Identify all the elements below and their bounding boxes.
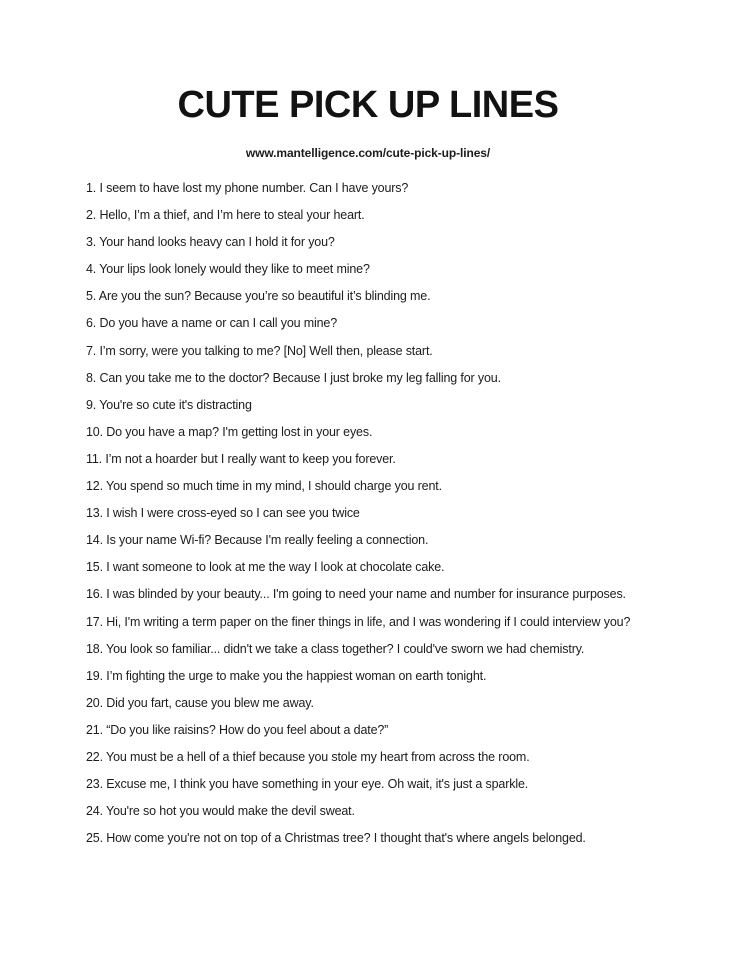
line-text: You're so hot you would make the devil sweat.: [106, 804, 355, 819]
line-text: Do you have a name or can I call you mine?: [99, 316, 338, 331]
list-item: [86, 398, 720, 412]
list-item: [86, 452, 720, 466]
line-text: Hello, I’m a thief, and I’m here to steal your heart.: [99, 208, 365, 223]
list-item: [86, 533, 720, 547]
line-text: Did you fart, cause you blew me away.: [106, 695, 314, 710]
line-text: Do you have a map? I'm getting lost in your eyes.: [106, 424, 373, 439]
line-number: 18.: [86, 641, 107, 656]
line-number: 22.: [86, 749, 107, 764]
line-text: Your hand looks heavy can I hold it for you?: [99, 235, 335, 250]
list-item: [86, 750, 720, 764]
list-item: [86, 696, 720, 710]
line-text: Can you take me to the doctor? Because I just broke my leg falling for you.: [99, 370, 501, 385]
line-number: 21.: [86, 722, 107, 737]
list-item: [86, 181, 720, 195]
line-number: 9.: [86, 397, 100, 412]
list-item: [86, 344, 720, 358]
list-item: [86, 560, 720, 574]
list-item: [86, 669, 720, 683]
list-item: [86, 262, 720, 276]
line-text: I’m sorry, were you talking to me? [No] Well then, please start.: [99, 343, 433, 358]
list-item: [86, 723, 720, 737]
line-number: 17.: [86, 614, 107, 629]
line-text: I seem to have lost my phone number. Can I have yours?: [99, 181, 409, 195]
list-item: [86, 479, 720, 493]
line-text: Your lips look lonely would they like to meet mine?: [99, 262, 370, 277]
line-text: You look so familiar... didn't we take a class together? I could've sworn we had chemistry.: [106, 641, 585, 656]
list-item: [86, 316, 720, 330]
line-text: I wish I were cross-eyed so I can see you twice: [106, 506, 360, 521]
line-text: You're so cute it's distracting: [99, 397, 252, 412]
page-title: CUTE PICK UP LINES: [177, 84, 559, 126]
line-text: I’m not a hoarder but I really want to keep you forever.: [105, 451, 396, 466]
line-number: 16.: [86, 587, 107, 602]
list-item: [86, 208, 720, 222]
line-number: 3.: [86, 235, 100, 250]
line-text: You spend so much time in my mind, I should charge you rent.: [106, 479, 442, 494]
line-number: 14.: [86, 533, 107, 548]
line-text: How come you're not on top of a Christmas tree? I thought that's where angels belonged.: [106, 831, 586, 846]
list-item: [86, 804, 720, 818]
list-item: [86, 425, 720, 439]
line-number: 8.: [86, 370, 100, 385]
source-url: www.mantelligence.com/cute-pick-up-lines/: [245, 146, 491, 160]
list-item: [86, 642, 720, 656]
line-number: 13.: [86, 506, 107, 521]
line-number: 23.: [86, 777, 107, 792]
line-text: Are you the sun? Because you’re so beautiful it’s blinding me.: [98, 289, 431, 304]
line-number: 11.: [86, 451, 106, 466]
line-number: 5.: [86, 289, 99, 304]
list-item: [86, 289, 720, 303]
line-number: 1.: [86, 181, 100, 195]
line-number: 4.: [86, 262, 100, 277]
line-number: 15.: [86, 560, 107, 575]
line-text: I’m fighting the urge to make you the happiest woman on earth tonight.: [106, 668, 487, 683]
line-number: 19.: [86, 668, 107, 683]
line-number: 12.: [86, 479, 107, 494]
pickup-lines-list: [86, 181, 720, 858]
line-number: 20.: [86, 695, 107, 710]
line-number: 25.: [86, 831, 107, 846]
line-number: 7.: [86, 343, 100, 358]
list-item: [86, 587, 720, 601]
line-number: 2.: [86, 208, 100, 223]
line-number: 10.: [86, 424, 107, 439]
line-text: I was blinded by your beauty... I'm going to need your name and number for insurance purposes.: [106, 587, 626, 602]
line-text: I want someone to look at me the way I look at chocolate cake.: [106, 560, 445, 575]
list-item: [86, 777, 720, 791]
line-text: Hi, I'm writing a term paper on the finer things in life, and I was wondering if I could interview you?: [106, 614, 631, 629]
list-item: [86, 371, 720, 385]
list-item: [86, 506, 720, 520]
list-item: [86, 235, 720, 249]
line-text: “Do you like raisins? How do you feel about a date?”: [106, 722, 389, 737]
line-text: You must be a hell of a thief because you stole my heart from across the room.: [106, 749, 530, 764]
line-number: 6.: [86, 316, 100, 331]
list-item: [86, 831, 720, 845]
list-item: [86, 615, 720, 629]
line-text: Is your name Wi-fi? Because I'm really feeling a connection.: [106, 533, 429, 548]
line-number: 24.: [86, 804, 107, 819]
line-text: Excuse me, I think you have something in your eye. Oh wait, it's just a sparkle.: [106, 777, 529, 792]
